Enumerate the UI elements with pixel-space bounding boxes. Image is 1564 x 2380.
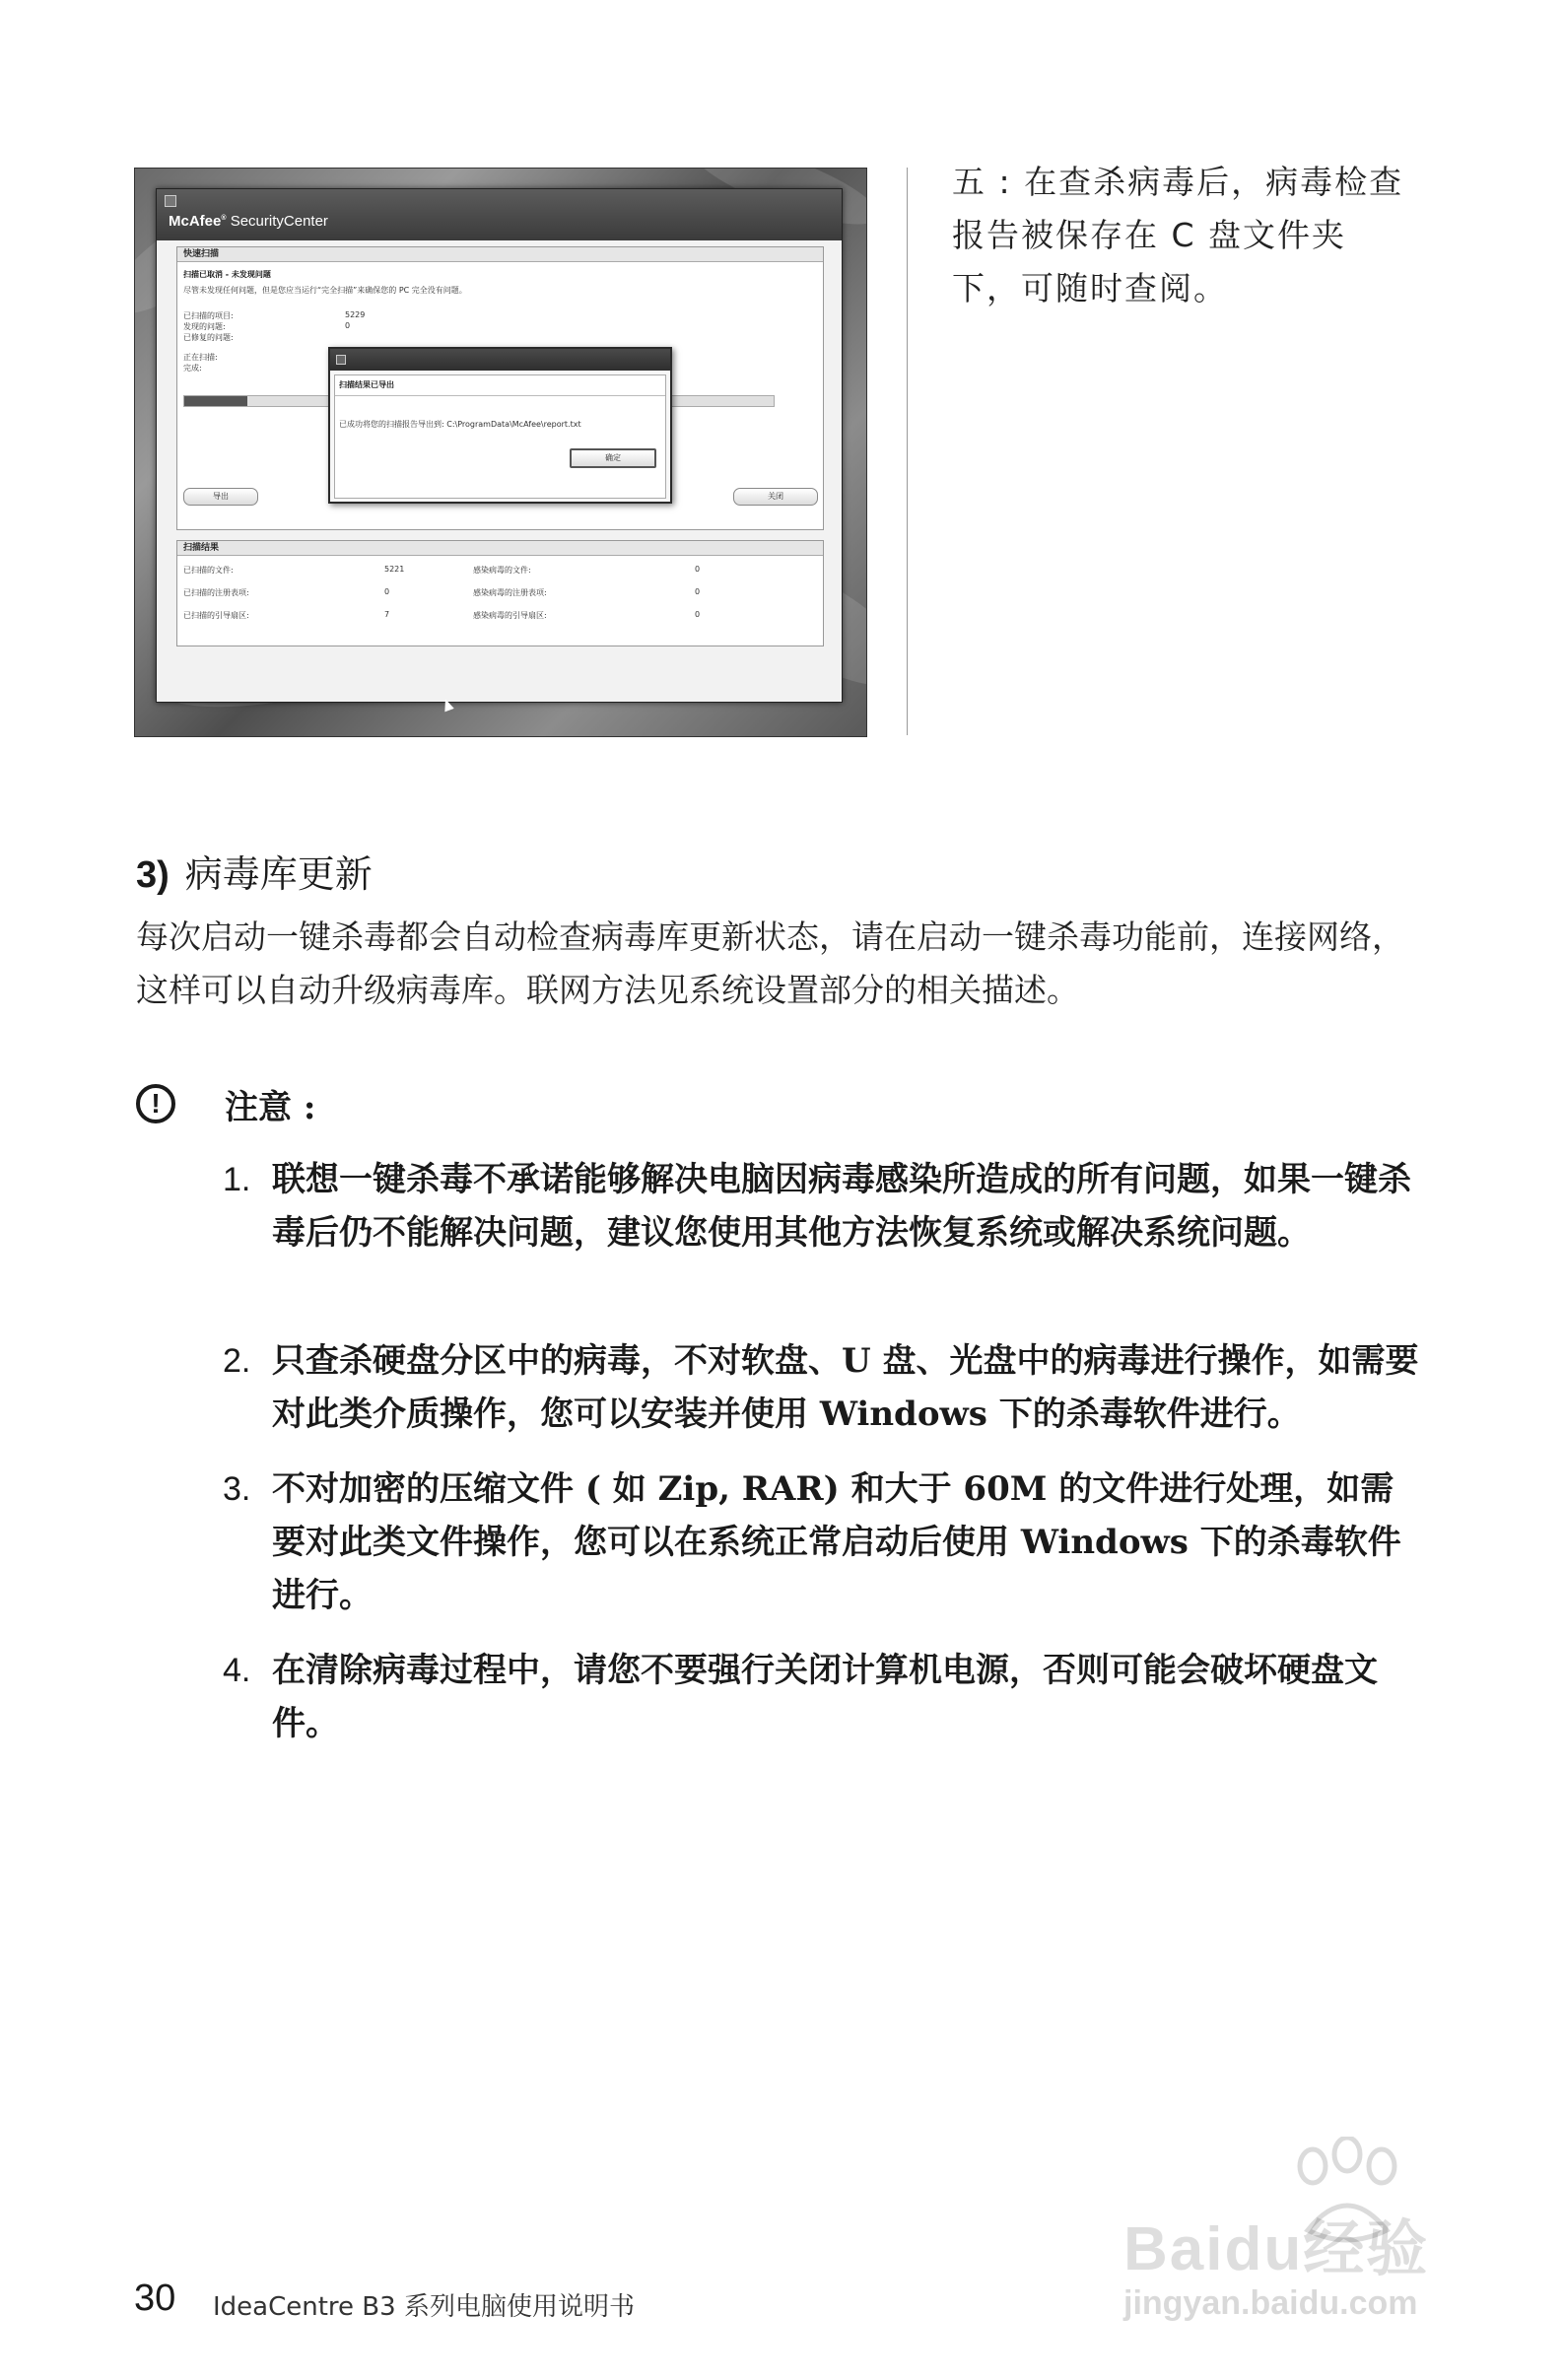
- notice-item-number: 2.: [223, 1342, 251, 1380]
- screenshot-figure: [134, 168, 867, 737]
- scan-status: 扫描已取消 - 未发现问题: [183, 270, 271, 279]
- scan-row-value: 5229: [345, 310, 366, 319]
- notice-item-number: 4.: [223, 1652, 251, 1689]
- notice-item-4: [223, 1644, 1425, 1750]
- result-label: 已扫描的引导扇区:: [183, 611, 249, 620]
- scan-row-label: 已修复的问题:: [183, 333, 234, 342]
- scan-row-value: 0: [345, 321, 351, 330]
- dialog-message: 已成功将您的扫描报告导出到: C:\ProgramData\McAfee\report.txt: [339, 420, 581, 429]
- section-body: 每次启动一键杀毒都会自动检查病毒库更新状态，请在启动一键杀毒功能前，连接网络，这样可以自动升级病毒库。联网方法见系统设置部分的相关描述。: [136, 918, 1404, 1009]
- notice-item-2: [223, 1334, 1425, 1441]
- notice-item-3: [223, 1462, 1425, 1622]
- export-dialog: [328, 347, 672, 504]
- quick-scan-title: 快速扫描: [177, 247, 823, 262]
- ok-button[interactable]: 确定: [570, 448, 656, 468]
- mcafee-window: [156, 188, 843, 703]
- scan-row-label: 发现的问题:: [183, 322, 226, 331]
- result-label: 感染病毒的注册表项:: [473, 588, 547, 597]
- notice-item-number: 3.: [223, 1470, 251, 1508]
- scan-results-title: 扫描结果: [177, 541, 823, 556]
- result-label: 感染病毒的文件:: [473, 566, 531, 575]
- notice-item-text: 联想一键杀毒不承诺能够解决电脑因病毒感染所造成的所有问题，如果一键杀毒后仍不能解决问题，建议您使用其他方法恢复系统或解决系统问题。: [272, 1160, 1411, 1253]
- scan-row-label: 完成:: [183, 364, 202, 373]
- dialog-titlebar: [330, 349, 670, 371]
- notice-label: 注意 :: [225, 1088, 316, 1127]
- figure-caption: 五 : 在查杀病毒后，病毒检查报告被保存在 C 盘文件夹下，可随时查阅。: [952, 163, 1404, 307]
- result-label: 感染病毒的引导扇区:: [473, 611, 547, 620]
- export-button[interactable]: 导出: [183, 488, 258, 506]
- notice-item-number: 1.: [223, 1161, 251, 1198]
- brand-suffix: SecurityCenter: [230, 213, 328, 230]
- scan-row-label: 正在扫描:: [183, 353, 218, 362]
- brand-name: McAfee: [169, 213, 222, 230]
- watermark-url: jingyan.baidu.com: [1123, 2284, 1418, 2322]
- notice-item-text: 在清除病毒过程中，请您不要强行关闭计算机电源，否则可能会破坏硬盘文件。: [272, 1651, 1378, 1743]
- app-brand: [169, 213, 328, 230]
- close-button[interactable]: 关闭: [733, 488, 818, 506]
- result-value: 7: [384, 610, 390, 619]
- dialog-content: [334, 374, 666, 499]
- result-value: 0: [384, 587, 390, 596]
- scan-note: 尽管未发现任何问题，但是您应当运行“完全扫描”来确保您的 PC 完全没有问题。: [183, 286, 467, 295]
- column-divider: [907, 168, 908, 735]
- result-label: 已扫描的文件:: [183, 566, 234, 575]
- scan-progress-fill: [184, 396, 247, 406]
- page-number: 30: [134, 2278, 176, 2319]
- section-title: 病毒库更新: [184, 852, 373, 896]
- notice-item-text: 不对加密的压缩文件 ( 如 Zip, RAR) 和大于 60M 的文件进行处理，如需要对此类文件操作，您可以在系统正常启动后使用 Windows 下的杀毒软件进行。: [272, 1469, 1401, 1615]
- registered-icon: ®: [221, 215, 227, 222]
- result-value: 5221: [384, 565, 405, 574]
- result-value: 0: [695, 587, 701, 596]
- scan-row-label: 已扫描的项目:: [183, 311, 234, 320]
- dialog-title: 扫描结果已导出: [339, 380, 394, 389]
- notice-item-1: [223, 1153, 1425, 1259]
- dialog-icon: [336, 355, 346, 365]
- section-number: 3): [136, 854, 170, 896]
- window-icon: [165, 195, 176, 207]
- notice-item-text: 只查杀硬盘分区中的病毒，不对软盘、U 盘、光盘中的病毒进行操作，如需要对此类介质操作，您可以安装并使用 Windows 下的杀毒软件进行。: [272, 1341, 1419, 1434]
- result-value: 0: [695, 610, 701, 619]
- watermark-brand: Baidu经验: [1123, 2215, 1430, 2283]
- scan-results-panel: [176, 540, 824, 646]
- footer-title: IdeaCentre B3 系列电脑使用说明书: [213, 2292, 635, 2322]
- section-heading: [136, 844, 373, 898]
- warning-icon: !: [136, 1084, 175, 1123]
- window-titlebar: [157, 189, 842, 240]
- result-label: 已扫描的注册表项:: [183, 588, 249, 597]
- result-value: 0: [695, 565, 701, 574]
- dialog-divider: [335, 395, 665, 396]
